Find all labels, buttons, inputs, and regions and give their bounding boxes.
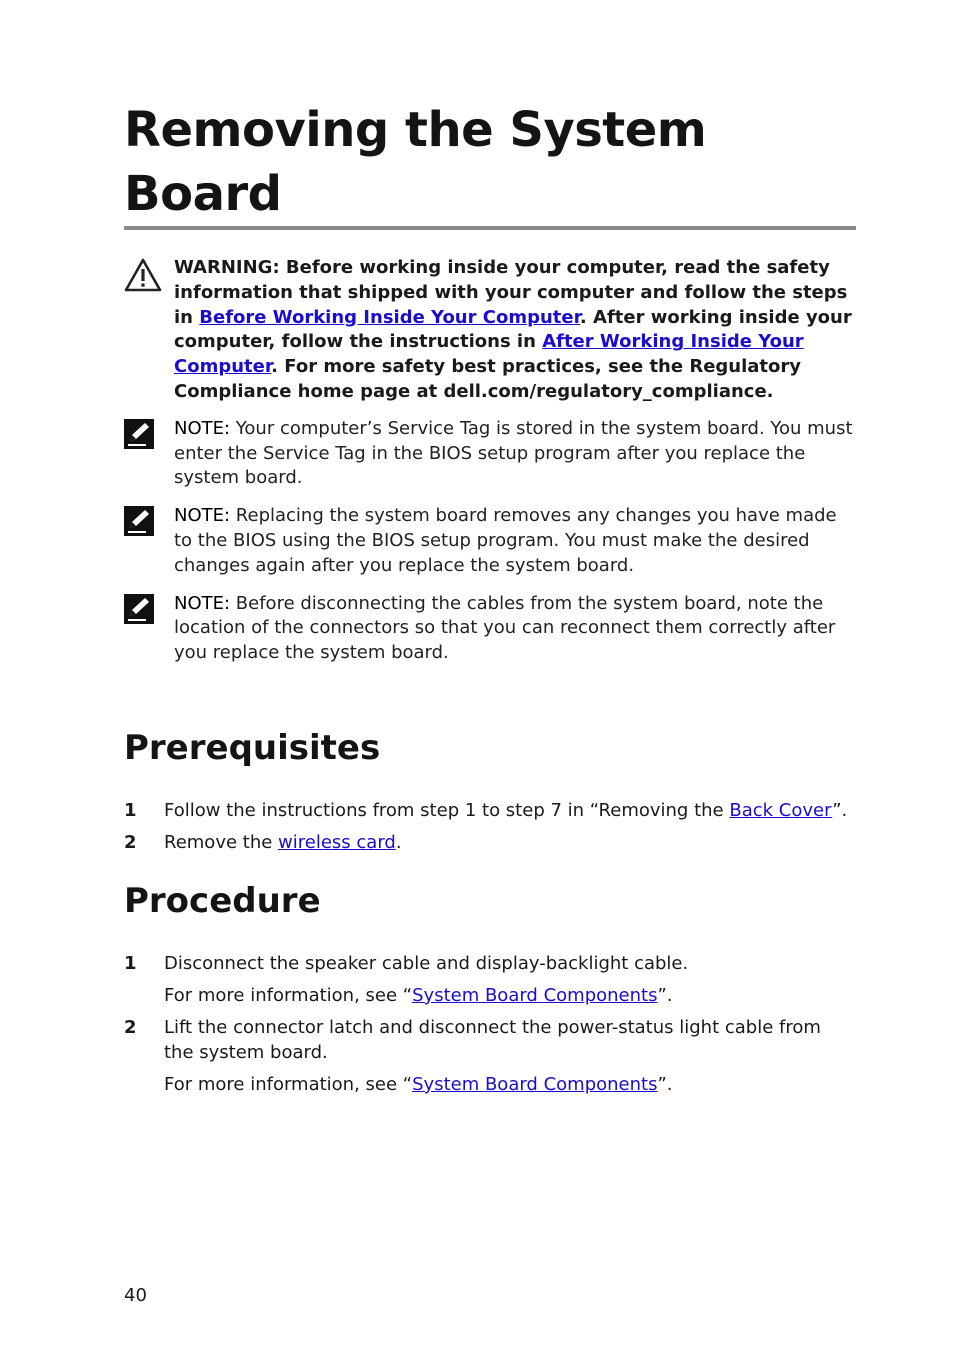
prerequisites-heading: Prerequisites	[124, 727, 381, 768]
warning-text: . For more safety best practices, see the Regulatory Compliance home page at dell.com/regulatory_compliance.	[174, 356, 801, 402]
warning-label: WARNING:	[174, 257, 280, 278]
warning-triangle-icon	[124, 258, 162, 300]
note-text: Before disconnecting the cables from the system board, note the location of the connectors so that you can reconnect them correctly after you replace the system board.	[174, 592, 836, 664]
back-cover-link[interactable]: Back Cover	[729, 799, 833, 821]
subtext-part: ”.	[657, 984, 673, 1006]
page-title: Removing the System Board	[124, 98, 856, 230]
note-label: NOTE:	[174, 505, 231, 527]
before-working-link[interactable]: Before Working Inside Your Computer	[199, 306, 580, 328]
step-number: 2	[124, 831, 137, 853]
step-text: Lift the connector latch and disconnect the power-status light cable from the system board.	[164, 1016, 821, 1063]
note-callout	[124, 417, 856, 491]
page-number: 40	[124, 1285, 147, 1306]
list-item	[124, 830, 856, 855]
system-board-components-link[interactable]: System Board Components	[412, 984, 658, 1006]
list-item	[124, 1015, 856, 1097]
note-text: Your computer’s Service Tag is stored in the system board. You must enter the Service Tag in the BIOS setup program after you replace the system board.	[174, 417, 853, 489]
note-pencil-icon	[124, 506, 154, 544]
prerequisites-list	[124, 798, 856, 855]
note-text: Replacing the system board removes any changes you have made to the BIOS using the BIOS setup program. You must make the desired changes again after you replace the system board.	[174, 505, 837, 576]
warning-text: Before working inside your computer, read the safety information that shipped with your computer and follow the steps in	[174, 257, 848, 328]
step-subtext	[164, 983, 856, 1008]
warning-text: . After working inside your computer, follow the instructions in	[174, 306, 852, 353]
subtext-part: For more information, see “	[164, 1073, 413, 1095]
page-content	[124, 98, 856, 1104]
step-text: Remove the	[164, 831, 279, 853]
note-label: NOTE:	[174, 417, 231, 439]
step-number: 1	[124, 952, 137, 974]
wireless-card-link[interactable]: wireless card	[278, 831, 396, 853]
system-board-components-link[interactable]: System Board Components	[412, 1073, 658, 1095]
step-number: 1	[124, 799, 137, 821]
list-item	[124, 798, 856, 823]
note-pencil-icon	[124, 419, 154, 457]
note-label: NOTE:	[174, 592, 231, 614]
step-text: Follow the instructions from step 1 to step 7 in “Removing the	[164, 799, 730, 821]
note-callout	[124, 592, 856, 666]
procedure-heading: Procedure	[124, 880, 321, 921]
after-working-link[interactable]: After Working Inside Your Computer	[174, 331, 804, 378]
step-subtext	[164, 1072, 856, 1097]
subtext-part: For more information, see “	[164, 984, 413, 1006]
step-text: Disconnect the speaker cable and display-backlight cable.	[164, 952, 689, 974]
warning-callout	[124, 256, 856, 405]
list-item	[124, 951, 856, 1008]
step-text: .	[395, 831, 402, 853]
note-pencil-icon	[124, 594, 154, 632]
procedure-list	[124, 951, 856, 1097]
subtext-part: ”.	[657, 1073, 673, 1095]
step-text: ”.	[832, 799, 848, 821]
note-callout	[124, 504, 856, 578]
step-number: 2	[124, 1016, 137, 1038]
